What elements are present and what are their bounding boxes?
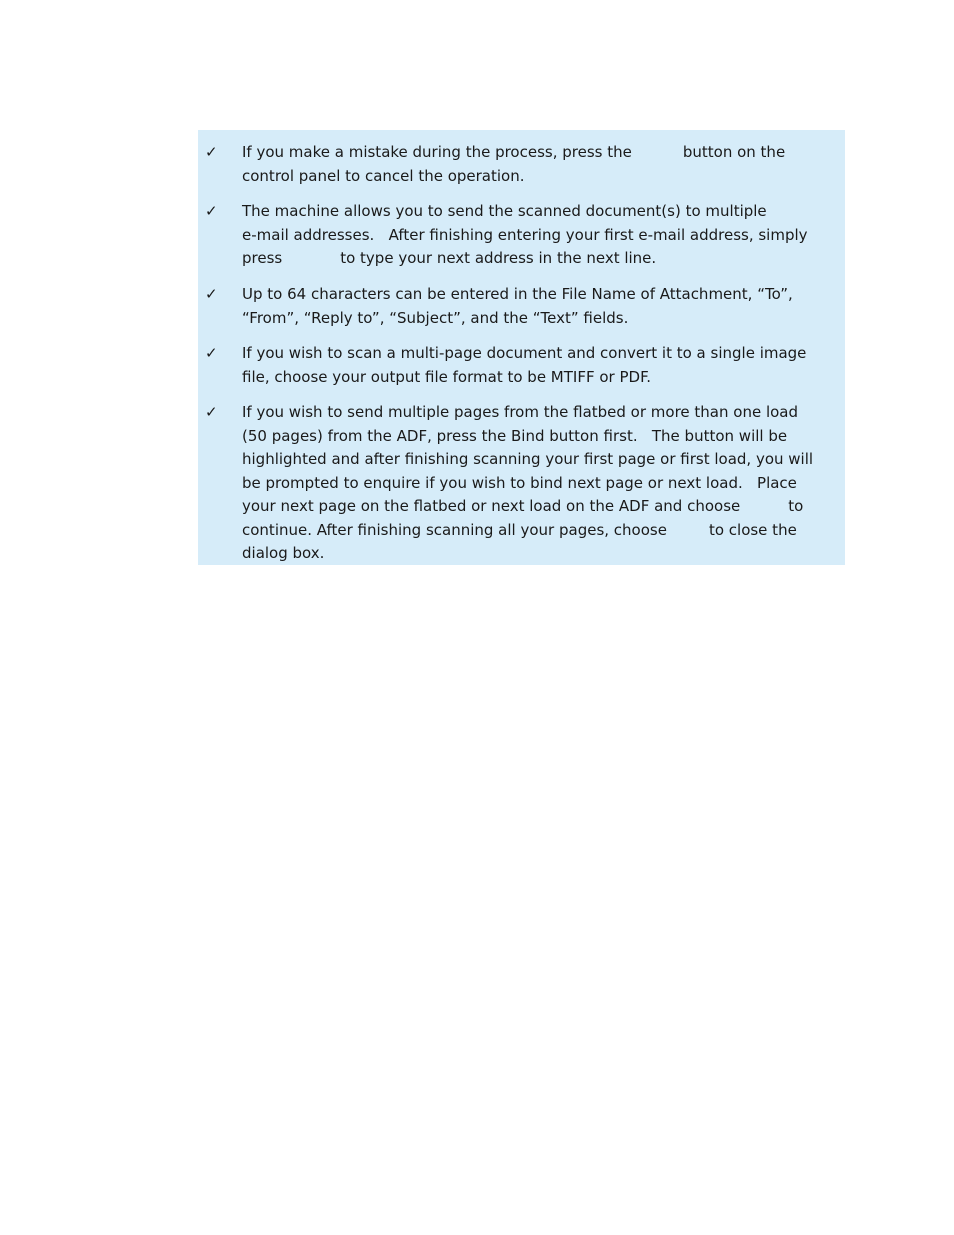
note-text: If you wish to send multiple pages from the flatbed or more than one load (50 pages) from the ADF, press the Bind button first. The button will be highlighted and after finishing scanning your first page or first load, you will be prompted to enquire if you wish to bind next page or next load. Place your next page on the flatbed or next load on the ADF and choose to continue. After finishing scanning all your pages, choose to close the dialog box. bbox=[242, 403, 814, 562]
notes-box bbox=[198, 130, 845, 565]
check-mark-icon: ✓ bbox=[205, 285, 218, 303]
check-mark-icon: ✓ bbox=[205, 344, 218, 362]
check-mark-icon: ✓ bbox=[205, 202, 218, 220]
note-text: If you wish to scan a multi-page document and convert it to a single image file, choose your output file format to be MTIFF or PDF. bbox=[242, 344, 807, 386]
check-mark-icon: ✓ bbox=[205, 143, 218, 161]
note-text: If you make a mistake during the process, press the button on the control panel to cancel the operation. bbox=[242, 143, 786, 185]
check-mark-icon: ✓ bbox=[205, 403, 218, 421]
note-text: The machine allows you to send the scanned document(s) to multiple e-mail addresses. After finishing entering your first e-mail address, simply press to type your next address in the next line. bbox=[242, 202, 808, 267]
note-text: Up to 64 characters can be entered in the File Name of Attachment, “To”, “From”, “Reply to”, “Subject”, and the “Text” fields. bbox=[242, 285, 793, 327]
